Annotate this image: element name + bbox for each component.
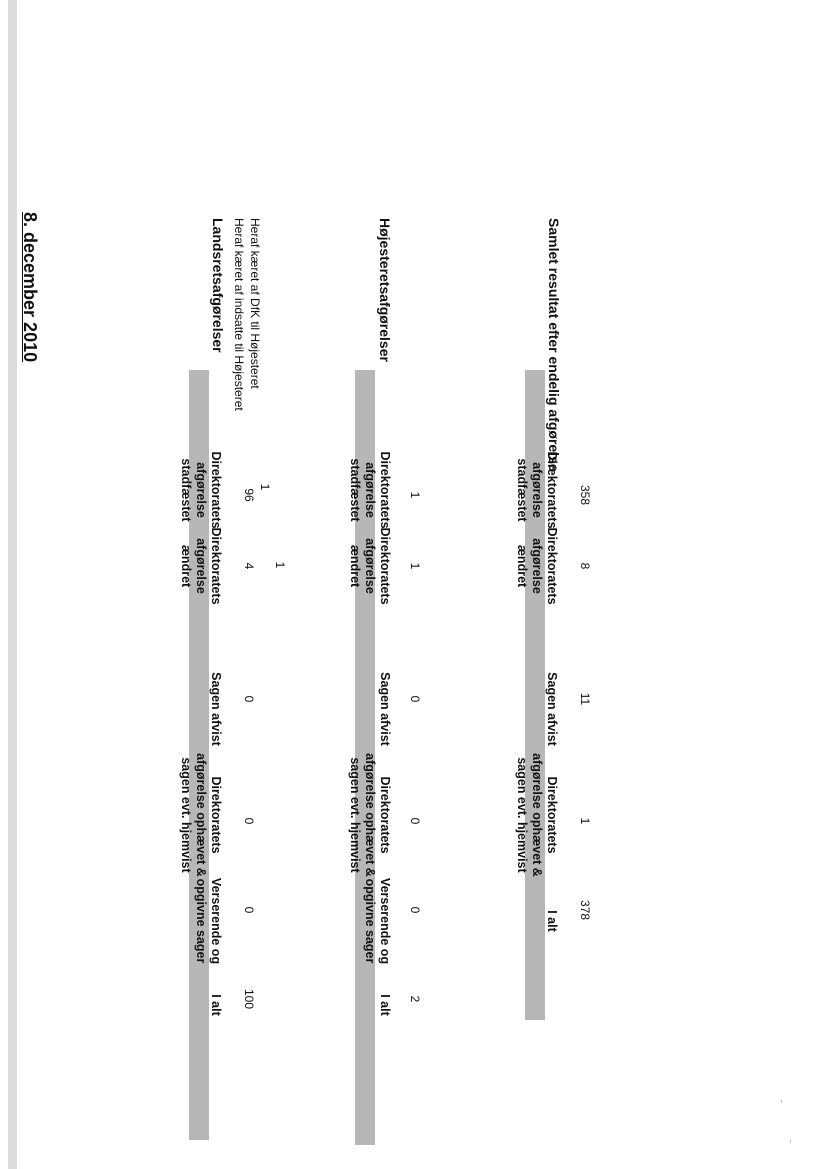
document-date: 8. december 2010 [20, 212, 40, 363]
column-header: I alt [545, 910, 559, 932]
section-title-landsret: Landsretsafgørelser [210, 218, 226, 353]
value-cell: 11 [578, 692, 592, 706]
subrow-value-appealed-dfk: 1 [273, 561, 287, 569]
value-cell: 0 [408, 817, 422, 825]
column-header: Sagen afvist [209, 672, 223, 746]
value-cell: 0 [242, 817, 256, 825]
column-header: Direktoratets afgørelse ændret [348, 527, 392, 605]
value-cell: 1 [578, 817, 592, 825]
subrow-label-appealed-inmates: Heraf kæret af indsatte til Højesteret [232, 218, 246, 411]
column-header: Direktoratets afgørelse ophævet & sagen evt. hjemvist [515, 753, 559, 877]
section-title-hojesteret: Højesteretsafgørelser [377, 218, 393, 362]
column-header: Verserende og opgivne sager [194, 877, 223, 965]
column-header: Verserende og opgivne sager [363, 877, 392, 965]
column-header: Direktoratets afgørelse stadfæstet [179, 451, 223, 529]
scan-speck [790, 1140, 791, 1143]
column-header: I alt [378, 994, 392, 1016]
column-header: Sagen afvist [378, 672, 392, 746]
value-cell: 378 [578, 899, 592, 921]
column-header: Direktoratets afgørelse stadfæstet [515, 451, 559, 529]
column-header: Direktoratets afgørelse ændret [179, 527, 223, 605]
value-cell: 4 [242, 562, 256, 570]
value-cell: 0 [242, 906, 256, 914]
scan-speck [781, 1100, 782, 1103]
subrow-label-appealed-dfk: Heraf kæret af DfK til Højesteret [248, 218, 262, 389]
column-header: Direktoratets afgørelse ophævet & sagen evt. hjemvist [179, 753, 223, 877]
column-header: I alt [209, 994, 223, 1016]
value-cell: 358 [578, 484, 592, 506]
value-cell: 2 [408, 995, 422, 1003]
value-cell: 8 [578, 562, 592, 570]
value-cell: 1 [408, 562, 422, 570]
value-cell: 0 [408, 906, 422, 914]
column-header: Sagen afvist [545, 672, 559, 746]
column-header: Direktoratets afgørelse ændret [515, 527, 559, 605]
value-cell: 0 [408, 695, 422, 703]
value-cell: 96 [242, 488, 256, 502]
subrow-value-appealed-inmates: 1 [258, 483, 272, 491]
scan-edge-stripe [8, 0, 17, 1169]
section-title-total: Samlet resultat efter endelig afgørelse [546, 218, 562, 472]
value-cell: 0 [242, 695, 256, 703]
column-header: Direktoratets afgørelse ophævet & sagen evt. hjemvist [348, 753, 392, 877]
column-header: Direktoratets afgørelse stadfæstet [348, 451, 392, 529]
value-cell: 100 [242, 988, 256, 1010]
value-cell: 1 [408, 491, 422, 499]
